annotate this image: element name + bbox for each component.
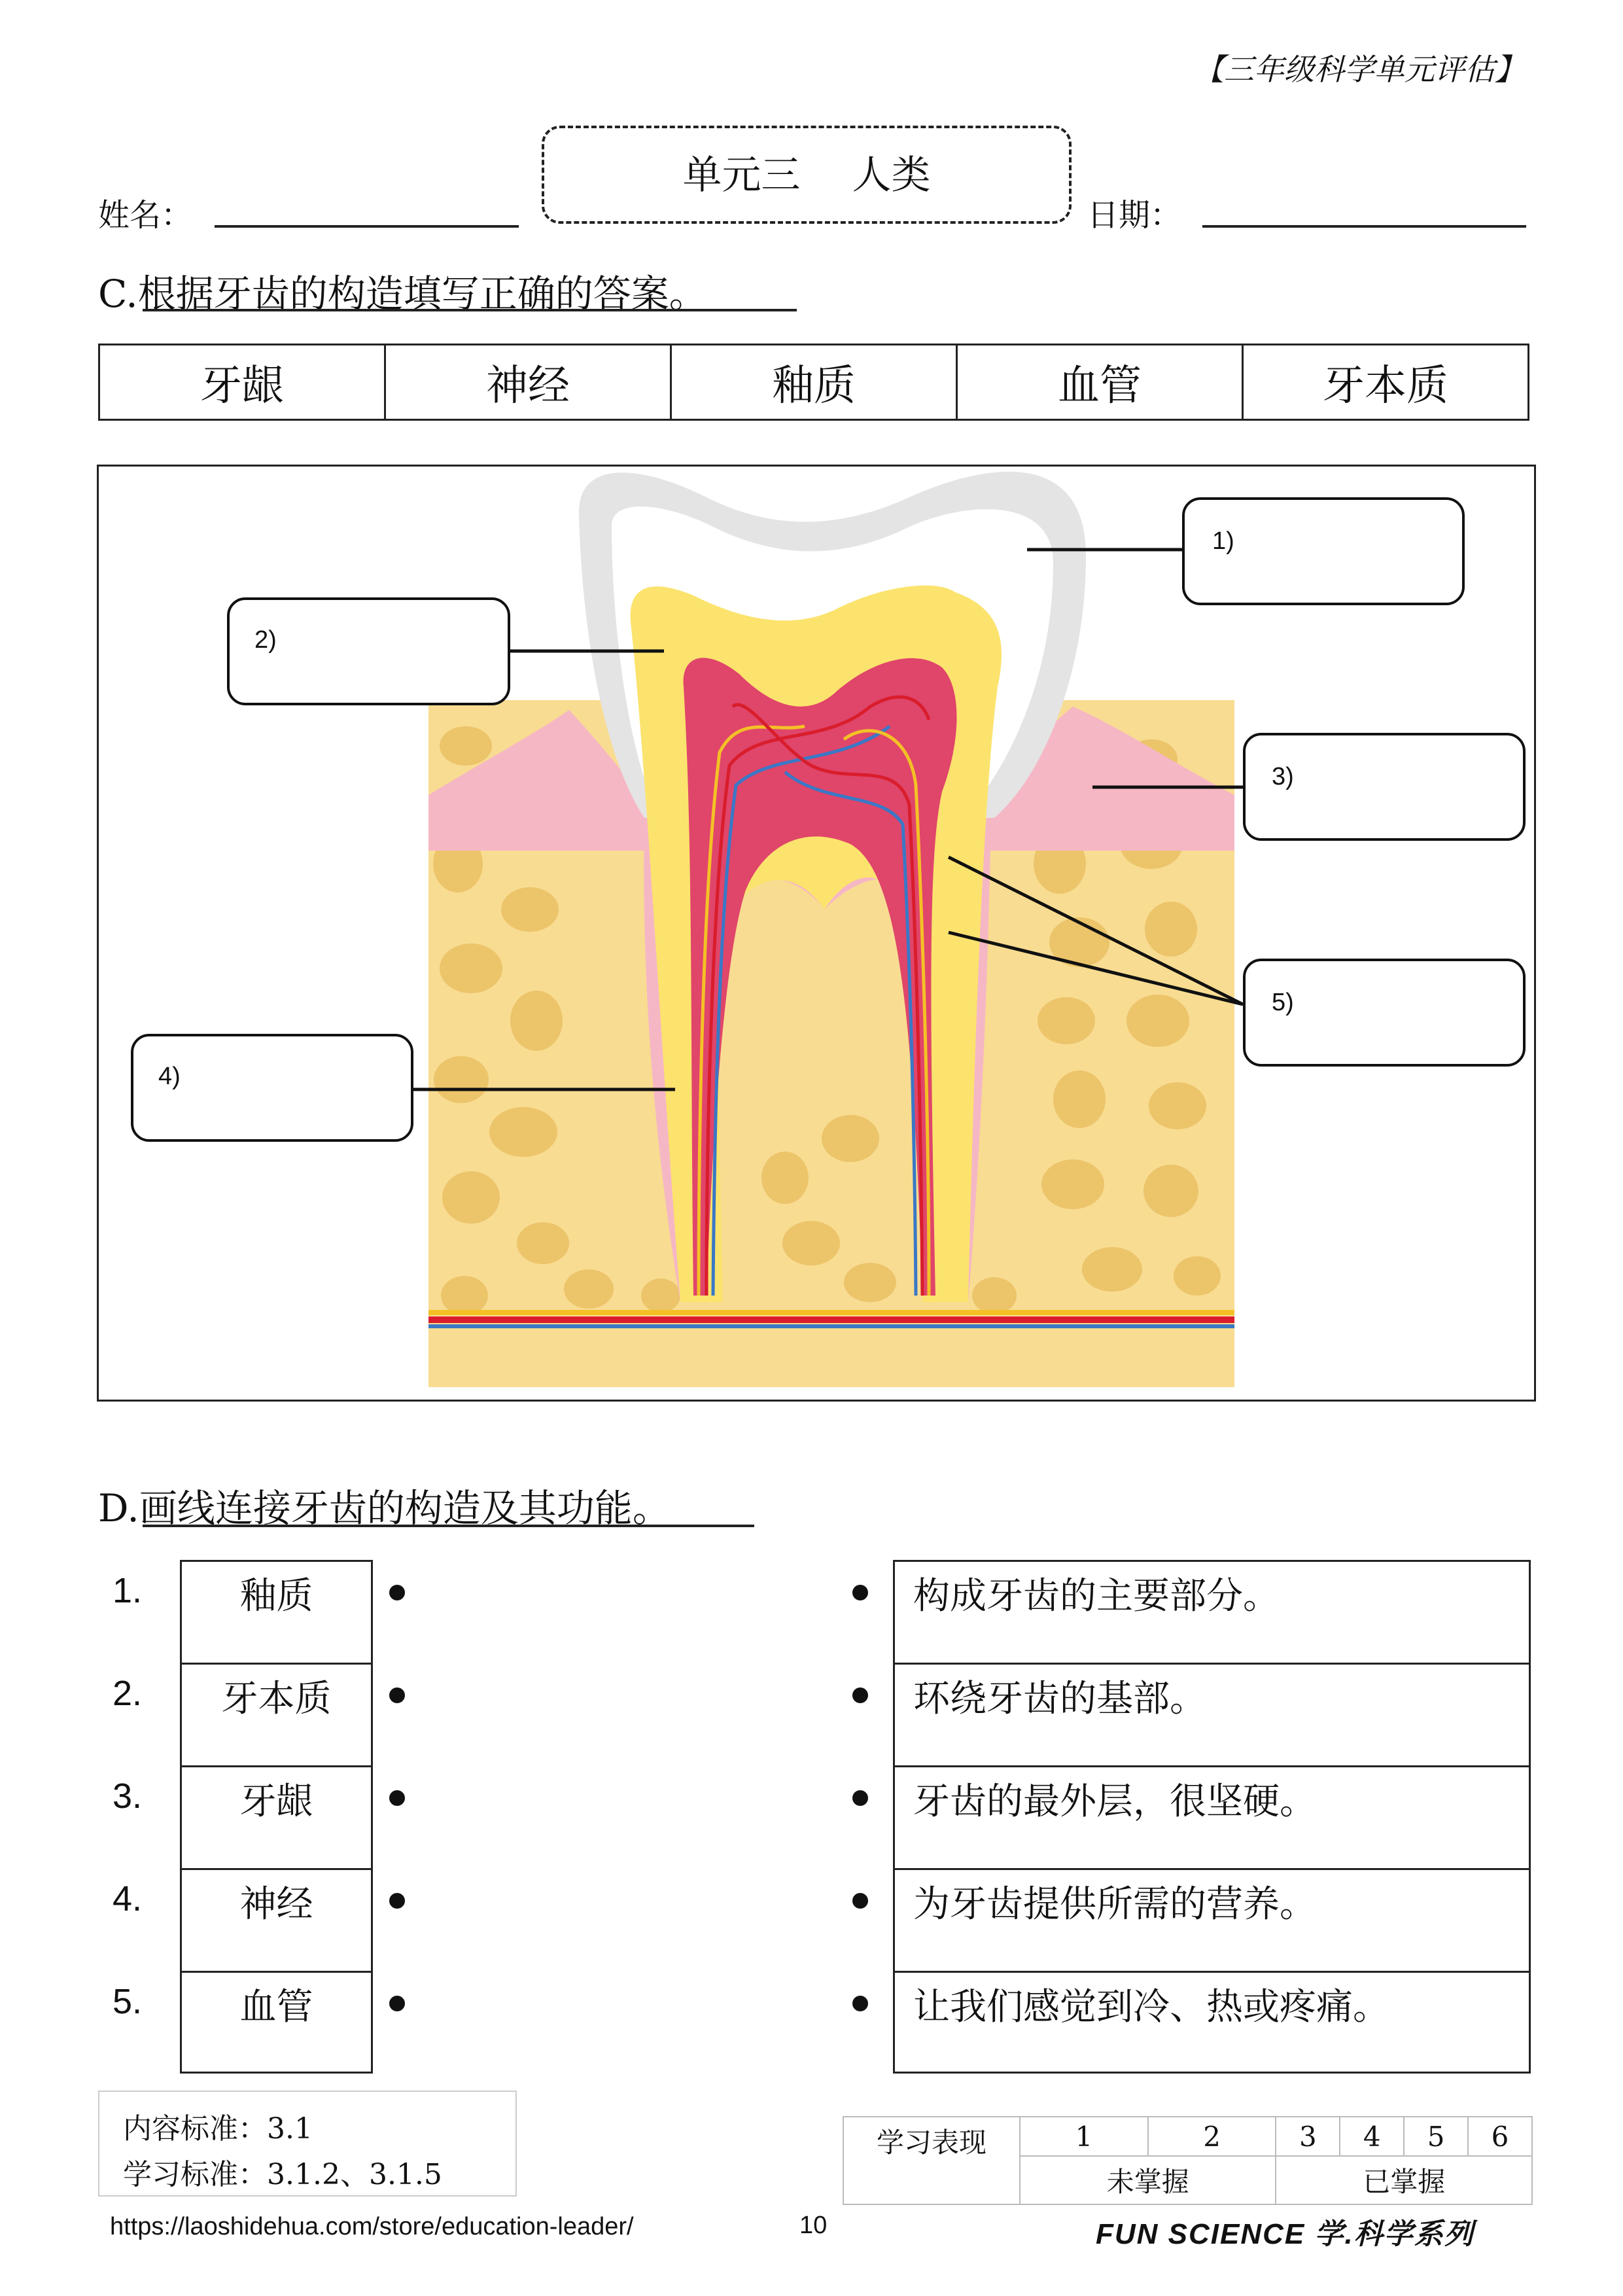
base-vessel-red [428, 1316, 1234, 1323]
word-bank-cell: 牙本质 [1243, 345, 1529, 420]
item-number: 5. [113, 1982, 143, 2021]
date-label: 日期： [1087, 197, 1182, 234]
level-cell[interactable]: 1 [1020, 2117, 1148, 2156]
function-cell [895, 1870, 1529, 1973]
word-bank-cell: 釉质 [671, 345, 957, 420]
answer-box-label: 5) [1272, 989, 1294, 1016]
answer-box-label: 3) [1272, 763, 1294, 790]
name-label: 姓名： [98, 197, 193, 234]
worksheet-tag: 【三年级科学单元评估】 [1194, 52, 1525, 87]
match-dot-right[interactable] [852, 1687, 868, 1703]
structure-text: 血管 [239, 1986, 313, 2028]
level-cell[interactable]: 2 [1148, 2117, 1276, 2156]
structure-text: 牙龈 [239, 1780, 313, 1823]
not-mastered-label: 未掌握 [1020, 2156, 1276, 2204]
structure-cell [182, 1973, 371, 2072]
store-url[interactable]: https://laoshidehua.com/store/education-leader/ [110, 2213, 634, 2240]
answer-box-label: 2) [254, 626, 277, 654]
function-text: 牙齿的最外层，很坚硬。 [913, 1780, 1316, 1823]
function-text: 为牙齿提供所需的营养。 [913, 1883, 1316, 1926]
item-number: 1. [113, 1571, 143, 1610]
level-cell[interactable]: 3 [1276, 2117, 1340, 2156]
function-column [893, 1560, 1531, 2074]
level-cell[interactable]: 4 [1340, 2117, 1404, 2156]
match-dot-right[interactable] [852, 1790, 868, 1806]
function-text: 让我们感觉到冷、热或疼痛。 [913, 1986, 1389, 2028]
structure-text: 釉质 [239, 1575, 313, 1617]
answer-box-3[interactable] [1243, 733, 1526, 841]
match-dot-left[interactable] [389, 1585, 405, 1600]
item-number: 3. [113, 1776, 143, 1816]
item-number: 2. [113, 1674, 143, 1713]
match-dot-right[interactable] [852, 1585, 868, 1600]
function-cell [895, 1767, 1529, 1870]
item-number: 4. [113, 1879, 143, 1918]
answer-box-4[interactable] [131, 1034, 413, 1142]
performance-table [843, 2116, 1533, 2205]
answer-box-label: 4) [158, 1063, 181, 1090]
standards-box [98, 2091, 517, 2197]
match-dot-left[interactable] [389, 1893, 405, 1909]
function-text: 构成牙齿的主要部分。 [913, 1575, 1280, 1617]
structure-column [180, 1560, 373, 2074]
base-vessel-blue [428, 1324, 1234, 1328]
function-text: 环绕牙齿的基部。 [913, 1678, 1206, 1720]
level-cell[interactable]: 6 [1468, 2117, 1532, 2156]
content-standard: 内容标准：3.1 [123, 2112, 313, 2146]
answer-box-5[interactable] [1243, 959, 1526, 1067]
function-cell [895, 1562, 1529, 1665]
section-d-underline [143, 1525, 754, 1527]
function-cell [895, 1665, 1529, 1767]
structure-cell [182, 1767, 371, 1870]
unit-title: 单元三 人类 [682, 152, 931, 198]
structure-cell [182, 1870, 371, 1973]
answer-box-label: 1) [1212, 527, 1234, 555]
answer-box-1[interactable] [1182, 497, 1465, 605]
match-dot-left[interactable] [389, 1996, 405, 2011]
match-dot-left[interactable] [389, 1687, 405, 1703]
match-dot-left[interactable] [389, 1790, 405, 1806]
learning-standard: 学习标准：3.1.2、3.1.5 [123, 2158, 442, 2191]
base-nerve [428, 1310, 1234, 1315]
word-bank-cell: 神经 [385, 345, 671, 420]
performance-label: 学习表现 [843, 2117, 1020, 2204]
level-cell[interactable]: 5 [1404, 2117, 1468, 2156]
section-d-title-text: D.画线连接牙齿的构造及其功能。 [98, 1486, 671, 1530]
structure-cell [182, 1562, 371, 1665]
section-c-title-text: C.根据牙齿的构造填写正确的答案。 [98, 272, 707, 316]
answer-box-2[interactable] [227, 597, 510, 705]
word-bank-cell: 牙龈 [99, 345, 385, 420]
structure-text: 神经 [239, 1883, 313, 1926]
match-dot-right[interactable] [852, 1996, 868, 2011]
word-bank-cell: 血管 [957, 345, 1243, 420]
page-number: 10 [799, 2212, 828, 2239]
match-dot-right[interactable] [852, 1893, 868, 1909]
brand-series: FUN SCIENCE 学.科学系列 [1096, 2218, 1475, 2250]
function-cell [895, 1973, 1529, 2072]
mastered-label: 已掌握 [1276, 2156, 1532, 2204]
structure-cell [182, 1665, 371, 1767]
structure-text: 牙本质 [221, 1678, 332, 1720]
